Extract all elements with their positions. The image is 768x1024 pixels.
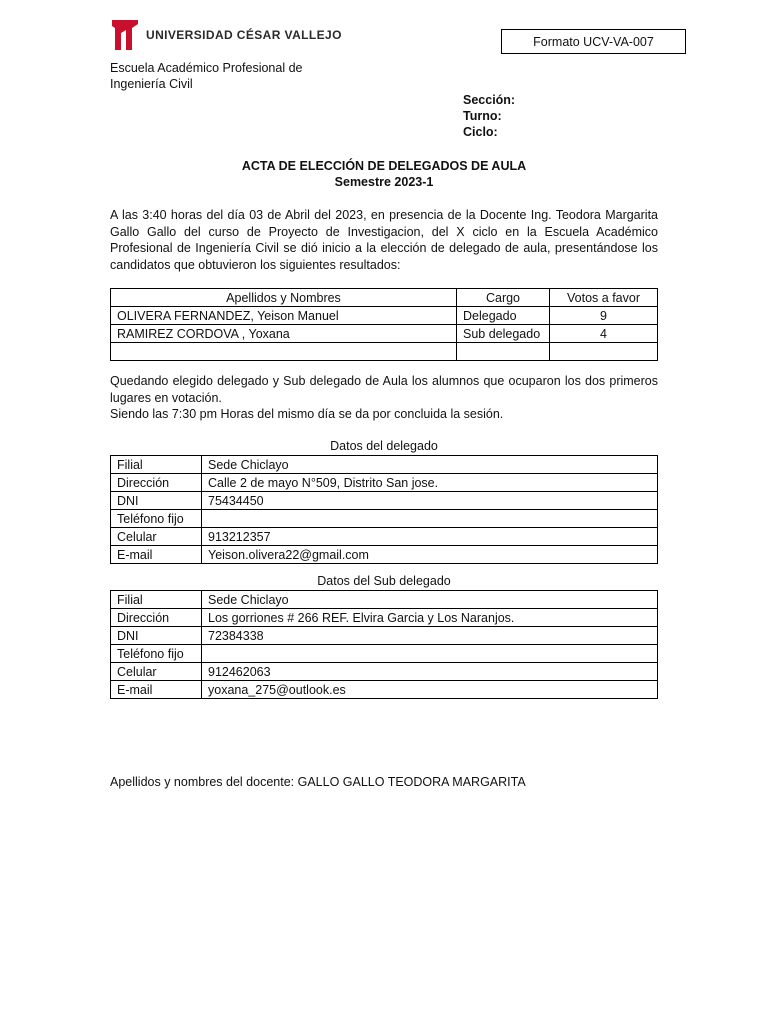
field-value: Sede Chiclayo: [202, 456, 658, 474]
field-label: Celular: [111, 528, 202, 546]
table-row: [111, 474, 658, 492]
field-value: 75434450: [202, 492, 658, 510]
field-label: Dirección: [111, 609, 202, 627]
table-row: [111, 343, 658, 361]
table-row: [111, 663, 658, 681]
field-label: Dirección: [111, 474, 202, 492]
table-row: [111, 528, 658, 546]
table-row: [111, 492, 658, 510]
closing-paragraph: Quedando elegido delegado y Sub delegado de Aula los alumnos que ocuparon los dos primeros lugares en votación.: [110, 374, 658, 405]
results-table: [110, 288, 658, 361]
table-row: [111, 627, 658, 645]
candidate-votos: 4: [550, 325, 658, 343]
school-line-2: Ingeniería Civil: [110, 77, 193, 91]
field-value: Sede Chiclayo: [202, 591, 658, 609]
field-label: Celular: [111, 663, 202, 681]
candidate-cargo: Sub delegado: [457, 325, 550, 343]
candidate-cargo: [457, 343, 550, 361]
table-row: [111, 510, 658, 528]
field-label: Filial: [111, 591, 202, 609]
title-line-1: ACTA DE ELECCIÓN DE DELEGADOS DE AULA: [241, 159, 527, 173]
school-name: [110, 60, 302, 92]
field-label: Teléfono fijo: [111, 645, 202, 663]
field-label: E-mail: [111, 681, 202, 699]
candidate-votos: [550, 343, 658, 361]
field-label: DNI: [111, 492, 202, 510]
field-value: [202, 645, 658, 663]
field-label: Filial: [111, 456, 202, 474]
header-name: Apellidos y Nombres: [111, 289, 457, 307]
header-votos: Votos a favor: [550, 289, 658, 307]
logo-wordmark: UNIVERSIDAD CÉSAR VALLEJO: [146, 28, 342, 42]
field-label: E-mail: [111, 546, 202, 564]
field-value: [202, 510, 658, 528]
header-cargo: Cargo: [457, 289, 550, 307]
field-label: Teléfono fijo: [111, 510, 202, 528]
university-logo: [112, 20, 342, 50]
turno-label: Turno:: [463, 109, 502, 123]
intro-paragraph: A las 3:40 horas del día 03 de Abril del 2023, en presencia de la Docente Ing. Teodora Margarita Gallo Gallo del curso de Proyecto de Investigacion, del X ciclo en la Escuela Académico Profesional de Ingeniería Civil se dió inicio a la elección de delegado de aula, presentándose los candidatos que obtuvieron los siguientes resultados:: [110, 208, 658, 272]
title-line-2: Semestre 2023-1: [334, 175, 434, 189]
table-row: [111, 307, 658, 325]
table-row: [111, 456, 658, 474]
session-end-text: Siendo las 7:30 pm Horas del mismo día se da por concluida la sesión.: [110, 407, 504, 421]
section-meta: [463, 92, 515, 140]
field-value: yoxana_275@outlook.es: [202, 681, 658, 699]
docente-line: Apellidos y nombres del docente: GALLO GALLO TEODORA MARGARITA: [110, 775, 526, 789]
field-value: Los gorriones # 266 REF. Elvira Garcia y Los Naranjos.: [202, 609, 658, 627]
candidate-name: [111, 343, 457, 361]
delegado-table: [110, 455, 658, 564]
table-row: [111, 681, 658, 699]
field-value: Calle 2 de mayo N°509, Distrito San jose.: [202, 474, 658, 492]
candidate-cargo: Delegado: [457, 307, 550, 325]
results-header-row: [111, 289, 658, 307]
subdelegado-title: Datos del Sub delegado: [317, 574, 451, 588]
ucv-emblem-icon: [112, 20, 138, 50]
field-value: Yeison.olivera22@gmail.com: [202, 546, 658, 564]
field-value: 913212357: [202, 528, 658, 546]
table-row: [111, 645, 658, 663]
subdelegado-table: [110, 590, 658, 699]
field-value: 72384338: [202, 627, 658, 645]
table-row: [111, 325, 658, 343]
ciclo-label: Ciclo:: [463, 125, 498, 139]
table-row: [111, 609, 658, 627]
candidate-name: RAMIREZ CORDOVA , Yoxana: [111, 325, 457, 343]
field-value: 912462063: [202, 663, 658, 681]
school-line-1: Escuela Académico Profesional de: [110, 61, 303, 75]
field-label: DNI: [111, 627, 202, 645]
document-title: [110, 158, 658, 190]
table-row: [111, 591, 658, 609]
seccion-label: Sección:: [463, 93, 516, 107]
delegado-title: Datos del delegado: [330, 439, 438, 453]
format-code-box: Formato UCV-VA-007: [501, 29, 686, 54]
candidate-votos: 9: [550, 307, 658, 325]
candidate-name: OLIVERA FERNANDEZ, Yeison Manuel: [111, 307, 457, 325]
table-row: [111, 546, 658, 564]
